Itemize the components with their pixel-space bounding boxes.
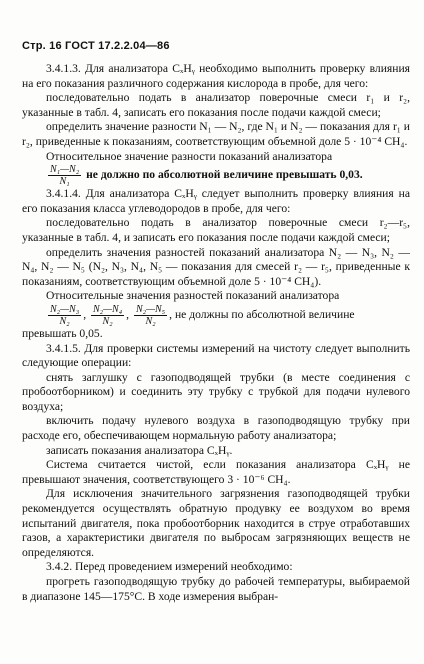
paragraph: 3.4.2. Перед проведением измерений необходимо:: [46, 560, 293, 574]
paragraph: записать показания анализатора CₓHᵧ.: [46, 443, 233, 457]
fraction: [48, 164, 81, 187]
paragraph: Относительные значения разностей показаний анализатора: [46, 289, 340, 303]
fraction-numerator: N₂—N₄: [92, 303, 123, 315]
paragraph: последовательно подать в анализатор поверочные смеси r₂—r₅, указанные в табл. 4, и записать его показания после подачи каждой смеси;: [22, 216, 410, 244]
fraction-numerator: N₁—N₂: [50, 164, 80, 176]
fraction-denominator: N₂: [59, 315, 70, 327]
fraction: [134, 304, 167, 327]
fraction-text: не должно по абсолютной величине превышать 0,03.: [86, 168, 363, 182]
paragraph: 3.4.1.5. Для проверки системы измерений на чистоту следует выполнить следующие операции:: [22, 341, 410, 370]
fraction: [91, 304, 124, 327]
fraction-line: [22, 164, 410, 187]
fraction-row: $\frac{\text{N₂—N₃}}{\text{N₂}}$ , $\frac{\text{N₂—N₄}}{\text{N₂}}$ , $\frac{\text{N₂—N₅}}{\text{N₂}}$ , не должны по абсолютной величине: [50, 303, 355, 327]
paragraph: последовательно подать в анализатор поверочные смеси r₁ и r₂, указанные в табл. 4, записать его показания после подачи каждой смеси;: [22, 91, 410, 119]
document-body: [22, 62, 410, 604]
fraction-numerator: N₂—N₅: [135, 303, 166, 315]
paragraph: превышать 0,05.: [22, 326, 103, 340]
paragraph: определить значения разностей показаний анализатора N₂ — N₃, N₂ — N₄, N₂ — N₅ (N₂, N₃, N₄, N₅ — показания для смесей r₂ — r₅, приведенные к показаниям, соответствующим объемной доле 5 · 10⁻⁴ CH₄).: [22, 245, 410, 288]
paragraph: включить подачу нулевого воздуха в газоподводящую трубку при расходе его, обеспечивающем нормальную работу анализатора;: [22, 414, 410, 443]
paragraph: Система считается чистой, если показания анализатора CₓHᵧ не превышают значения, соответствующего 3 · 10⁻⁶ CH₄.: [22, 458, 410, 486]
fraction: [48, 304, 81, 327]
paragraph: определить значение разности N₁ — N₂, где N₁ и N₂ — показания для r₁ и r₂, приведенные к показаниям, соответствующим объемной доле 5 · 10⁻⁴ CH₄.: [22, 120, 410, 148]
paragraph: Относительное значение разности показаний анализатора: [46, 149, 333, 163]
paragraph: прогреть газоподводящую трубку до рабочей температуры, выбираемой в диапазоне 145—175°С. В ходе измерения выбран-: [22, 575, 410, 603]
paragraph: 3.4.1.4. Для анализатора CₓHᵧ следует выполнить проверку влияния на его показания класса углеводородов в пробе, для чего:: [22, 187, 410, 215]
fraction-tail: , не должны по абсолютной величине: [169, 308, 355, 322]
fraction-denominator: N₂: [145, 315, 156, 327]
paragraph: Для исключения значительного загрязнения газоподводящей трубки рекомендуется осуществлять обратную продувку ее воздухом во время испытаний двигателя, пока пробоотборник находится в струе отработавших газов, а характеристики двигателя по выбросам загрязняющих веществ не определяются.: [22, 487, 410, 559]
fraction-numerator: N₂—N₃: [50, 303, 80, 315]
page-header: Стр. 16 ГОСТ 17.2.2.04—86: [22, 40, 170, 52]
fraction-denominator: N₂: [102, 315, 113, 327]
paragraph: 3.4.1.3. Для анализатора CₓHᵧ необходимо выполнить проверку влияния на его показания различного содержания кислорода в пробе, для чего:: [22, 62, 410, 90]
paragraph: снять заглушку с газоподводящей трубки (в месте соединения с пробоотборником) и соединить эту трубку с трубкой для подачи нулевого воздуха;: [22, 370, 410, 413]
fraction-denominator: N₁: [59, 176, 70, 188]
